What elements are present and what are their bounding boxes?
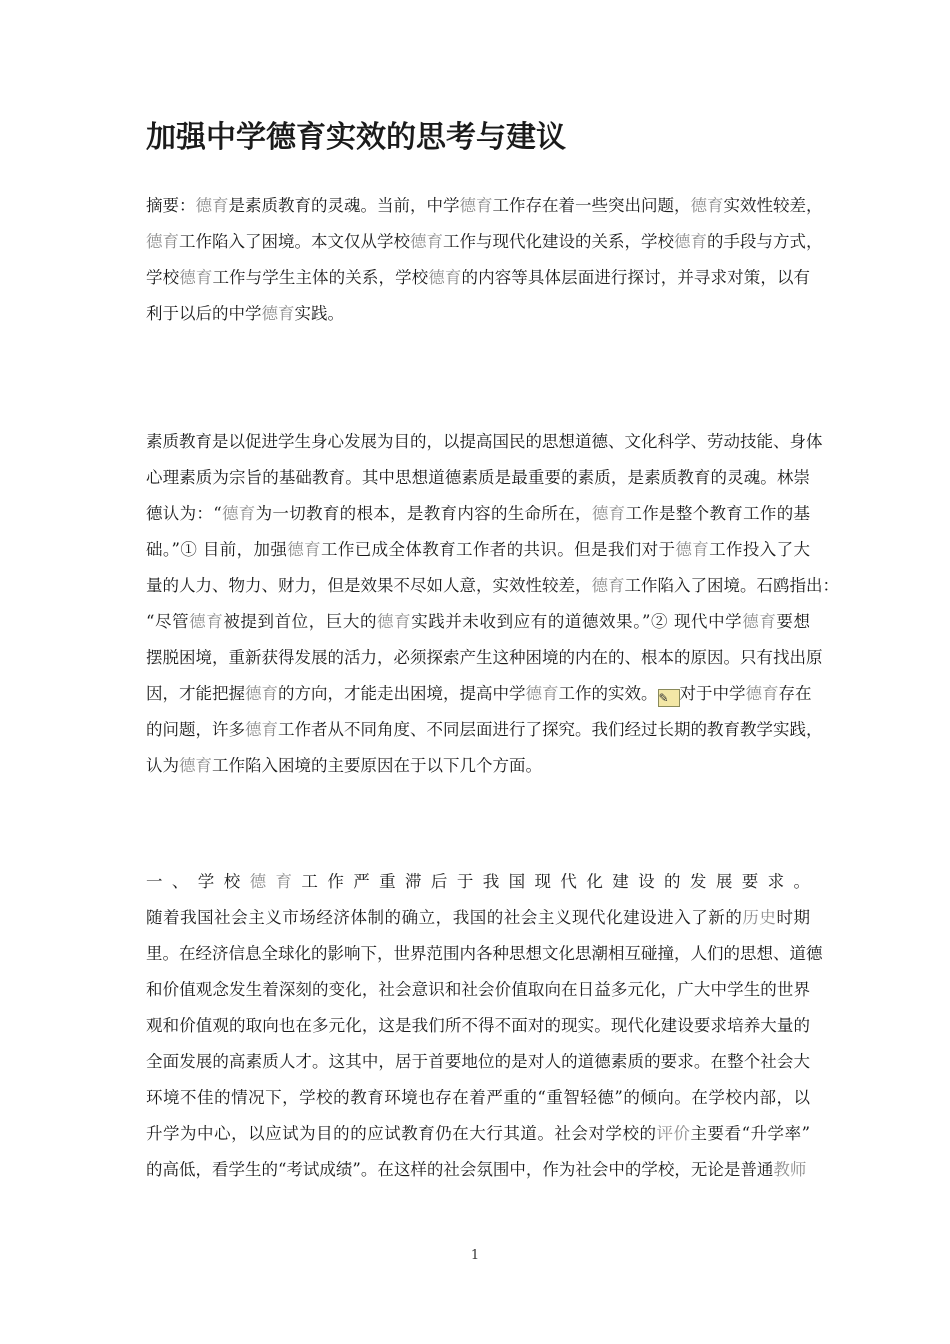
- text-run: 的高低，看学生的“考试成绩”。在这样的社会氛围中，作为社会中的学校，无论是普通: [146, 1160, 774, 1179]
- text-line: [146, 936, 823, 972]
- highlighted-term[interactable]: 德育: [377, 612, 412, 631]
- text-run: 工作陷入了困境。本文仅从学校: [179, 232, 410, 251]
- text-line: [146, 532, 810, 568]
- page-number: 1: [470, 1248, 480, 1263]
- text-run: 因，才能把握: [146, 684, 245, 703]
- text-run: 是素质教育的灵魂。当前，中学: [228, 196, 460, 215]
- text-line: [146, 864, 810, 900]
- highlighted-term[interactable]: 德育: [189, 612, 224, 631]
- text-run: 工作是整个教育工作的基: [625, 504, 811, 523]
- text-run: 认为: [146, 756, 179, 775]
- text-line: [146, 640, 823, 676]
- text-line: [146, 496, 810, 532]
- text-line: [146, 1008, 810, 1044]
- text-run: 学校: [146, 268, 180, 287]
- text-run: 摘要：: [146, 196, 196, 215]
- highlighted-term[interactable]: 德育: [245, 684, 278, 703]
- text-run: 德认为：“: [146, 504, 222, 523]
- highlighted-term[interactable]: 德育: [428, 268, 462, 287]
- text-run: 实践。: [294, 304, 344, 323]
- text-line: [146, 424, 823, 460]
- pencil-note-icon[interactable]: ✎: [658, 689, 680, 707]
- text-run: 利于以后的中学: [146, 304, 262, 323]
- highlighted-term[interactable]: 德育: [745, 684, 779, 703]
- highlighted-term[interactable]: 德育: [675, 540, 710, 559]
- highlighted-term[interactable]: 德育: [249, 872, 302, 891]
- highlighted-term[interactable]: 德育: [179, 756, 212, 775]
- text-run: 工作者从不同角度、不同层面进行了探究。我们经过长期的教育教学实践，: [278, 720, 823, 739]
- text-run: 对于中学: [679, 684, 746, 703]
- highlighted-term[interactable]: 德育: [525, 684, 559, 703]
- text-run: 工作已成全体教育工作者的共识。但是我们对于: [320, 540, 676, 559]
- highlighted-term[interactable]: 德育: [287, 540, 321, 559]
- text-run: 工作与学生主体的关系，学校: [212, 268, 429, 287]
- highlighted-term[interactable]: 德育: [146, 232, 179, 251]
- text-run: 一、学校: [146, 872, 250, 891]
- text-run: 存在: [778, 684, 812, 703]
- text-line: [146, 188, 823, 224]
- text-run: 的内容等具体层面进行探讨，并寻求对策，以有: [461, 268, 811, 287]
- highlighted-term[interactable]: 德育: [690, 196, 724, 215]
- text-line: [146, 460, 810, 496]
- text-run: 工作投入了大: [709, 540, 811, 559]
- highlighted-term[interactable]: 评价: [656, 1124, 691, 1143]
- paragraph-section1: [146, 864, 823, 1188]
- text-run: 的手段与方式，: [707, 232, 823, 251]
- text-line: [146, 604, 810, 640]
- highlighted-term[interactable]: 历史: [742, 908, 777, 927]
- text-run: 的方向，才能走出困境，提高中学: [278, 684, 526, 703]
- text-run: 素质教育是以促进学生身心发展为目的，以提高国民的思想道德、文化科学、劳动技能、身体: [146, 432, 823, 451]
- text-line: [146, 900, 810, 936]
- paragraph-abstract: [146, 188, 823, 332]
- highlighted-term[interactable]: 德育: [245, 720, 278, 739]
- text-run: 实效性较差，: [723, 196, 823, 215]
- text-run: 升学为中心，以应试为目的的应试教育仍在大行其道。社会对学校的: [146, 1124, 657, 1143]
- text-run: 里。在经济信息全球化的影响下，世界范围内各种思想文化思潮相互碰撞，人们的思想、道德: [146, 944, 823, 963]
- text-run: “尽管: [146, 612, 190, 631]
- document-title: 加强中学德育实效的思考与建议: [146, 120, 566, 155]
- text-run: 工作陷入了困境。石鸥指出：: [624, 576, 839, 595]
- paragraph-intro: [146, 424, 839, 784]
- text-line: [146, 1080, 810, 1116]
- highlighted-term[interactable]: 德育: [261, 304, 295, 323]
- text-line: [146, 972, 810, 1008]
- text-run: 要想: [776, 612, 810, 631]
- text-run: 观和价值观的取向也在多元化，这是我们所不得不面对的现实。现代化建设要求培养大量的: [146, 1016, 810, 1035]
- text-line: [146, 1152, 810, 1188]
- text-line: [146, 712, 823, 748]
- text-line: [146, 568, 839, 604]
- text-run: 工作严重滞后于我国现代化建设的发展要求。: [301, 872, 811, 891]
- text-run: 全面发展的高素质人才。这其中，居于首要地位的是对人的道德素质的要求。在整个社会大: [146, 1052, 810, 1071]
- text-run: 为一切教育的根本，是教育内容的生命所在，: [255, 504, 592, 523]
- text-run: 摆脱困境，重新获得发展的活力，必须探索产生这种困境的内在的、根本的原因。只有找出原: [146, 648, 823, 667]
- text-line: [146, 260, 810, 296]
- text-run: 时期: [776, 908, 811, 927]
- highlighted-term[interactable]: 德育: [674, 232, 707, 251]
- text-run: 随着我国社会主义市场经济体制的确立，我国的社会主义现代化建设进入了新的: [146, 908, 743, 927]
- text-line: [146, 1116, 810, 1152]
- highlighted-term[interactable]: 德育: [221, 504, 256, 523]
- text-run: 的问题，许多: [146, 720, 245, 739]
- text-run: 环境不佳的情况下，学校的教育环境也存在着严重的“重智轻德”的倾向。在学校内部，以: [146, 1088, 810, 1107]
- highlighted-term[interactable]: 德育: [195, 196, 229, 215]
- text-run: 工作存在着一些突出问题，: [492, 196, 691, 215]
- text-run: 实践并未收到应有的道德效果。”② 现代中学: [411, 612, 743, 631]
- text-run: 础。”① 目前，加强: [146, 540, 288, 559]
- text-line: [146, 1044, 810, 1080]
- text-run: 心理素质为宗旨的基础教育。其中思想道德素质是最重要的素质，是素质教育的灵魂。林崇: [146, 468, 810, 487]
- text-line: [146, 676, 810, 712]
- text-run: 工作陷入困境的主要原因在于以下几个方面。: [212, 756, 542, 775]
- text-run: 工作的实效。: [558, 684, 658, 703]
- highlighted-term[interactable]: 德育: [179, 268, 213, 287]
- text-run: 被提到首位，巨大的: [223, 612, 378, 631]
- highlighted-term[interactable]: 德育: [591, 576, 625, 595]
- text-line: [146, 296, 810, 332]
- text-run: 和价值观念发生着深刻的变化，社会意识和社会价值取向在日益多元化，广大中学生的世界: [146, 980, 810, 999]
- text-run: 主要看“升学率”: [690, 1124, 811, 1143]
- text-line: [146, 748, 810, 784]
- highlighted-term[interactable]: 德育: [459, 196, 493, 215]
- text-run: 量的人力、物力、财力，但是效果不尽如人意，实效性较差，: [146, 576, 592, 595]
- highlighted-term[interactable]: 德育: [591, 504, 626, 523]
- text-run: 工作与现代化建设的关系，学校: [443, 232, 674, 251]
- text-line: [146, 224, 823, 260]
- highlighted-term[interactable]: 德育: [742, 612, 777, 631]
- highlighted-term[interactable]: 教师: [773, 1160, 807, 1179]
- highlighted-term[interactable]: 德育: [410, 232, 443, 251]
